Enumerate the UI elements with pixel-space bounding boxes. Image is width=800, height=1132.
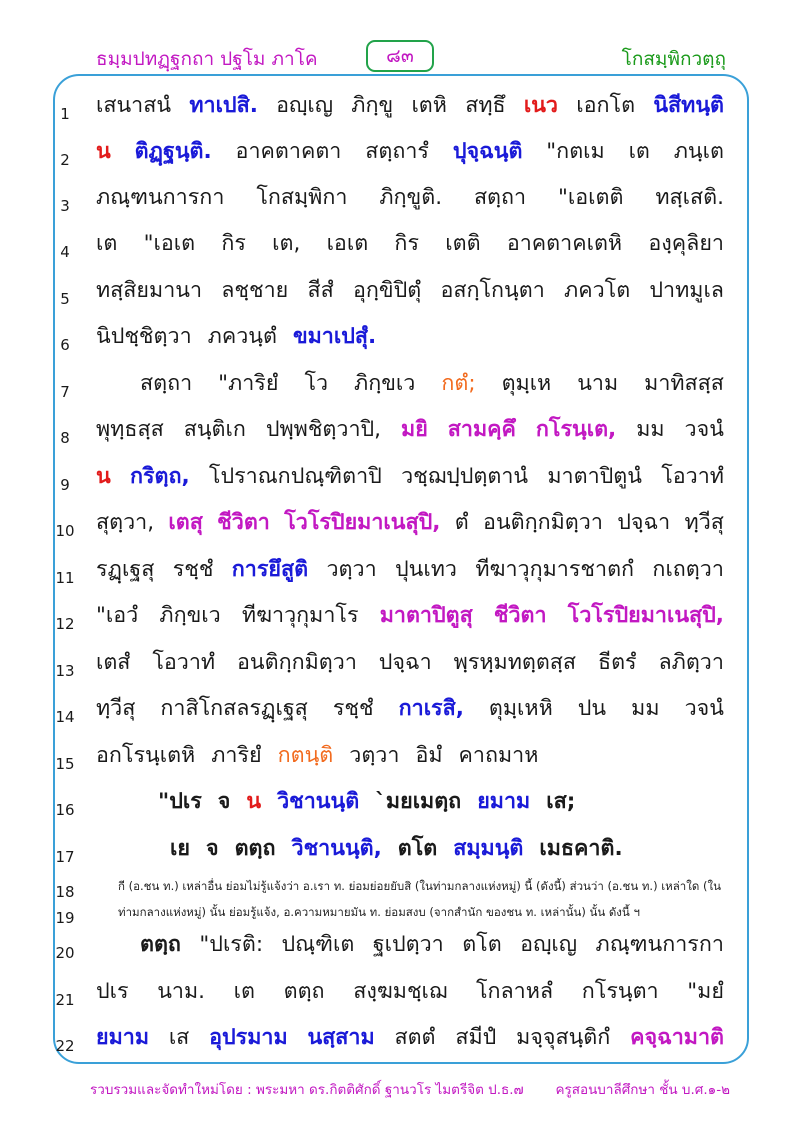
word: เอกโต (576, 93, 636, 118)
text-line (96, 1020, 724, 1054)
word: โอวาทํ (661, 464, 724, 489)
line-number: 2 (60, 151, 70, 169)
word: โวโรปิยมาเนสุปิ, (567, 603, 724, 628)
line-number: 1 (60, 105, 70, 123)
word: สุตฺวา, (96, 510, 155, 535)
line-number: 15 (55, 755, 75, 773)
word: คจฺฉามาติ (630, 1025, 724, 1050)
word: ตโต (397, 836, 438, 861)
word: ภิกฺขูติ. (379, 185, 443, 210)
word: ทฺวีสุ (96, 696, 136, 721)
word: ทสฺเสติ. (655, 185, 724, 210)
word: ภนฺเต (673, 139, 724, 164)
word: ทาเปสิ. (189, 93, 258, 118)
line-number: 16 (55, 801, 75, 819)
word: อนติกฺกมิตฺวา (237, 650, 357, 675)
word: มยิ (401, 417, 428, 442)
word: ปุจฺฉนฺติ (452, 139, 523, 164)
text-line (96, 273, 724, 307)
word: กเถตฺวา (652, 557, 724, 582)
word: โปราณกปณฺฑิตาปิ (208, 464, 382, 489)
word: กตนฺติ (277, 743, 334, 768)
line-number: 12 (55, 615, 75, 633)
word: รฏฺเฐสุ (96, 557, 155, 582)
line-number: 14 (55, 708, 75, 726)
word: อสกฺโกนฺตา (440, 278, 545, 303)
word: น (246, 789, 262, 814)
text-line (96, 738, 724, 772)
word: กาเรสิ, (398, 696, 464, 721)
header-right-title: โกสมฺพิกวตฺถุ (621, 48, 726, 70)
word: วตฺวา (326, 557, 377, 582)
line-number: 7 (60, 383, 70, 401)
footer (90, 1078, 730, 1100)
word: เสนาสนํ (96, 93, 172, 118)
word: นิปชฺชิตฺวา (96, 324, 192, 349)
word: อนติกฺกมิตฺวา (483, 510, 603, 535)
word: สตฺถารํ (365, 139, 429, 164)
line-number: 6 (60, 336, 70, 354)
word: กาสิโกสลรฏฺเฐสุ (160, 696, 308, 721)
word: เตติ (445, 231, 481, 256)
word: อิมํ (415, 743, 443, 768)
word: ปเร (96, 979, 129, 1004)
word: เต, (272, 231, 301, 256)
word: ยมาม (477, 789, 531, 814)
text-line (140, 927, 724, 961)
line-number: 8 (60, 429, 70, 447)
word: ตตฺถ (140, 932, 181, 957)
text-line (96, 134, 724, 168)
word: ปณฺฑิเต (281, 932, 355, 957)
word: เต (628, 139, 650, 164)
text-line (96, 974, 724, 1008)
word: สตตํ (394, 1025, 436, 1050)
footer-compiler: รวบรวมและจัดทำใหม่โดย : พระมหา ดร.กิตติศักดิ์ ฐานวโร ไมตรีจิต ป.ธ.๗ (90, 1082, 524, 1098)
word: "เอเตติ (558, 185, 624, 210)
word: พฺรหฺมทตฺตสฺส (453, 650, 577, 675)
word: วิชานนฺติ (277, 789, 360, 814)
word: วจนํ (684, 696, 724, 721)
word: ตโต (462, 932, 502, 957)
text-line (96, 505, 724, 539)
text-line (96, 691, 724, 725)
text-line (96, 552, 724, 586)
word: เนว (523, 93, 559, 118)
line-number: 10 (55, 522, 75, 540)
word: ชีวิตา (493, 603, 547, 628)
word: ภควโต (564, 278, 631, 303)
word: ปุนเทว (395, 557, 457, 582)
word: เตหิ (411, 93, 447, 118)
line-number: 11 (55, 569, 75, 587)
word: นสฺสาม (307, 1025, 375, 1050)
word: นิสีทนฺติ (653, 93, 724, 118)
word: สามคฺคึ (447, 417, 516, 442)
word: น (96, 464, 111, 489)
word: ตุมฺเหหิ (488, 696, 553, 721)
text-line (96, 180, 724, 214)
word: `มยเมตฺถ (375, 789, 462, 814)
word: จ (205, 836, 219, 861)
word: กโรนฺเต, (535, 417, 617, 442)
line-number: 9 (60, 476, 70, 494)
word: กิร (221, 231, 246, 256)
line-number: 5 (60, 290, 70, 308)
word: โว (304, 371, 329, 396)
line-number: 18 (55, 883, 75, 901)
word: สีสํ (307, 278, 334, 303)
word: ปจฺฉา (378, 650, 432, 675)
word: โกลาหลํ (475, 979, 554, 1004)
word: สนฺติเก (183, 417, 246, 442)
word: ภณฺฑนการกา (595, 932, 724, 957)
word: "ภาริยํ (218, 371, 279, 396)
word: ตตฺถ (283, 979, 325, 1004)
word: ยมาม (96, 1025, 150, 1050)
word: ตุมฺเห (501, 371, 552, 396)
word: เต (96, 231, 118, 256)
header-left-title: ธมฺมปทฏฺฐกถา ปฐโม ภาโค (96, 48, 318, 70)
line-number: 3 (60, 197, 70, 215)
text-line (96, 459, 724, 493)
word: มจฺจุสนฺติกํ (516, 1025, 611, 1050)
text-line (96, 598, 724, 632)
line-number: 17 (55, 848, 75, 866)
word: สมีปํ (455, 1025, 497, 1050)
line-number: 4 (60, 243, 70, 261)
word: วิชานนฺติ, (291, 836, 382, 861)
word: ทีฆาวุกุมารชาตกํ (475, 557, 635, 582)
word: มม (631, 696, 660, 721)
word: อาคตาคตา (235, 139, 342, 164)
word: ภาริยํ (211, 743, 262, 768)
word: โวโรปิยมาเนสุปิ, (284, 510, 441, 535)
word: วตฺวา (349, 743, 400, 768)
word: เส (168, 1025, 190, 1050)
word: ติฏฺฐนฺติ. (134, 139, 212, 164)
word: มาตาปิตูนํ (547, 464, 642, 489)
word: กตํ; (441, 371, 476, 396)
word: โอวาทํ (152, 650, 216, 675)
text-line (96, 319, 724, 353)
text-line (96, 88, 724, 122)
word: กิร (394, 231, 419, 256)
line-number: 19 (55, 909, 75, 927)
word: กริตฺถ, (129, 464, 190, 489)
word: ภณฺฑนการกา (96, 185, 225, 210)
word: เตสํ (96, 650, 131, 675)
word: น (96, 139, 111, 164)
text-line (158, 784, 678, 818)
word: ธีตรํ (597, 650, 637, 675)
word: โกสมฺพิกา (256, 185, 348, 210)
word: ภิกฺขเว (354, 371, 416, 396)
text-line (170, 831, 680, 865)
text-line (96, 645, 724, 679)
word: "กตเม (546, 139, 605, 164)
word: ขมาเปสุํ. (292, 324, 377, 349)
word: ทฺวีสุ (684, 510, 724, 535)
word: นาม (577, 371, 619, 396)
word: ทสฺสิยมานา (96, 278, 203, 303)
word: มาทิสสฺส (644, 371, 724, 396)
word: วจนํ (684, 417, 724, 442)
line-number: 22 (55, 1037, 75, 1055)
text-line (140, 366, 724, 400)
word: เตสุ (168, 510, 203, 535)
line-number: 20 (55, 944, 75, 962)
word: ลชฺชาย (221, 278, 289, 303)
word: เอเต (326, 231, 369, 256)
word: ภิกฺขู (351, 93, 394, 118)
word: การยึสูติ (231, 557, 309, 582)
word: มม (636, 417, 665, 442)
word: สตฺถา (473, 185, 527, 210)
word: สมฺมนฺติ (453, 836, 524, 861)
word: "เอเต (143, 231, 196, 256)
word: เส; (546, 789, 576, 814)
word: องฺคุลิยา (648, 231, 724, 256)
word: รชฺชํ (332, 696, 374, 721)
word: ภิกฺขเว (159, 603, 221, 628)
word: จ (217, 789, 231, 814)
word: อุปรมาม (209, 1025, 288, 1050)
word: อญฺเญ (276, 93, 334, 118)
word: คาถมาห (458, 743, 539, 768)
word: ภควนฺตํ (207, 324, 277, 349)
word: ปจฺฉา (617, 510, 671, 535)
translation-note: กี (อ.ชน ท.) เหล่าอื่น ย่อมไม่รู้แจ้งว่า อ.เรา ท. ย่อมย่อยยับสิ (ในท่ามกลางแห่งหมู่) นี้ (ดังนี้) ส่วนว่า (อ.ชน ท.) เหล่าใด (ใน (118, 879, 721, 893)
word: กโรนฺตา (581, 979, 659, 1004)
line-number: 13 (55, 662, 75, 680)
text-line (96, 226, 724, 260)
word: สงฺฆมชฺเฌ (353, 979, 448, 1004)
word: นาม. (157, 979, 205, 1004)
translation-note: ท่ามกลางแห่งหมู่) นั้น ย่อมรู้แจ้ง, อ.ความหมายมัน ท. ย่อมสงบ (จากสำนัก ของชน ท. เหล่านั้น) นั้น ดังนี้ ฯ (118, 905, 640, 919)
word: "เอวํ (96, 603, 139, 628)
word: ทีฆาวุกุมาโร (241, 603, 359, 628)
word: อาคตาคเตหิ (506, 231, 623, 256)
word: "มยํ (687, 979, 724, 1004)
word: ปน (577, 696, 607, 721)
page-number: ๘๓ (386, 45, 414, 67)
word: ฐเปตฺวา (372, 932, 444, 957)
word: ชีวิตา (217, 510, 270, 535)
word: อุกฺขิปิตุํ (352, 278, 422, 303)
word: ตตฺถ (234, 836, 276, 861)
word: ตํ (454, 510, 469, 535)
word: รชฺชํ (172, 557, 214, 582)
word: สทฺธึ (465, 93, 506, 118)
word: อญฺเญ (520, 932, 578, 957)
word: "ปเร (158, 789, 202, 814)
word: เมธคาติ. (539, 836, 623, 861)
word: ปพฺพชิตฺวาปิ, (265, 417, 382, 442)
word: พุทฺธสฺส (96, 417, 164, 442)
word: อกโรนฺเตหิ (96, 743, 196, 768)
word: ปาทมูเล (649, 278, 724, 303)
word: เต (233, 979, 255, 1004)
page-number-box (366, 40, 434, 72)
word: "ปเรติ: (199, 932, 264, 957)
word: สตฺถา (140, 371, 193, 396)
word: ลภิตฺวา (658, 650, 724, 675)
word: เย (170, 836, 190, 861)
line-number: 21 (55, 991, 75, 1009)
text-line (96, 412, 724, 446)
footer-level: ครูสอนบาลีศึกษา ชั้น บ.ศ.๑-๒ (555, 1082, 730, 1098)
word: วชฺฌปฺปตฺตานํ (401, 464, 529, 489)
word: มาตาปิตูสุ (379, 603, 473, 628)
